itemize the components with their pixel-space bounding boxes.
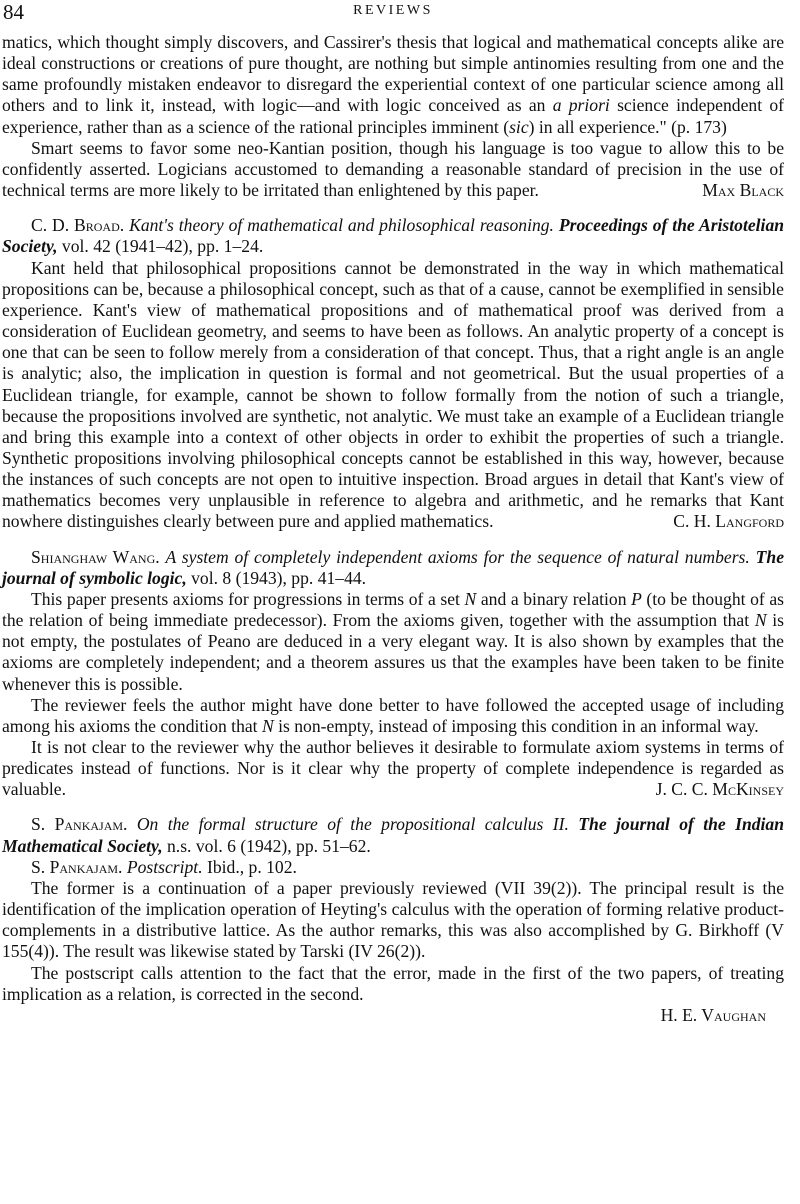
continued-paragraph-2: Smart seems to favor some neo-Kantian position, though his language is too vague to allow this to be confidently asserted. Logicians accustomed to demanding a reasonable standard of precision in the use of technical terms are more likely to be irritated than enlightened by this paper. Max Black [2, 137, 784, 201]
review-citation [2, 215, 784, 257]
review-pankajam [2, 814, 784, 1026]
review-paragraph-1: The former is a continuation of a paper previously reviewed (VII 39(2)). The principal result is the identification of the implication operation of Heyting's calculus with the operation of forming relative product-complements in a distributive lattice. As the author remarks, this was also accomplished by G. Birkhoff (V 155(4)). The result was likewise stated by Tarski (IV 26(2)). [2, 877, 784, 962]
continued-review [2, 32, 784, 201]
review-journal: The journal of the Indian Mathematical Society, [2, 814, 785, 856]
review-paragraph-3: It is not clear to the reviewer why the author believes it desirable to formulate axiom systems in terms of predicates instead of functions. Nor is it clear why the property of complete independence is regarded as valuable. J. C. C. McKinsey [2, 737, 784, 800]
reviewer-signature: C. H. Langford [673, 511, 784, 532]
review-broad [2, 215, 784, 532]
review-details: vol. 42 (1941–42), pp. 1–24. [57, 236, 264, 257]
review-citation-1 [2, 814, 784, 856]
review-author: S. Pankajam. [31, 814, 128, 835]
review-author: Shianghaw Wang. [31, 546, 160, 567]
review-journal: The journal of symbolic logic, [2, 546, 784, 588]
review-title: A system of completely independent axioms for the sequence of natural numbers. [165, 546, 750, 567]
review-details: vol. 8 (1943), pp. 41–44. [186, 567, 367, 588]
review-details: Ibid., p. 102. [202, 856, 297, 877]
review-title: Kant's theory of mathematical and philosophical reasoning. [129, 215, 554, 236]
review-paragraph-1: This paper presents axioms for progressions in terms of a set N and a binary relation P (to be thought of as the relation of being immediate predecessor). From the axioms given, together with the assumption that N is not empty, the postulates of Peano are deduced in a very elegant way. It is also shown by examples that the axioms are completely independent; and a theorem assures us that the examples have been taken to be finite whenever this is possible. [2, 588, 784, 694]
review-wang [2, 547, 784, 801]
page-number: 84 [3, 0, 24, 24]
reviewer-signature: H. E. Vaughan [660, 1004, 766, 1025]
review-body: Kant held that philosophical propositions cannot be demonstrated in the way in which mathematical propositions can be, because a philosophical concept, such as that of a cause, cannot be exemplified in sensible experience. Kant's view of mathematical propositions and of mathematical proof was derived from a consideration of Euclidean geometry, and seems to have been as follows. An analytic property of a concept is one that can be seen to follow merely from a consideration of that concept. Thus, that a right angle is an angle is analytic; also, the implication in question is formal and not geometrical. But the usual properties of a Euclidean triangle, for example, cannot be shown to follow formally from the notion of such a triangle, because the propositions involved are synthetic, not analytic. We must take an example of a Euclidean triangle and bring this example into a context of other objects in order to exhibit the properties of such a triangle. Synthetic propositions involving philosophical concepts cannot be established in this way, however, because the instances of such concepts are not open to intuitive inspection. Broad argues in detail that Kant's view of mathematics becomes very unplausible in reference to algebra and arithmetic, and he remarks that Kant nowhere distinguishes clearly between pure and applied mathematics. C. H. Langford [2, 257, 784, 532]
reviewer-signature: J. C. C. McKinsey [655, 779, 784, 800]
review-details: n.s. vol. 6 (1942), pp. 51–62. [162, 835, 371, 856]
running-head: REVIEWS [353, 3, 433, 18]
review-title: On the formal structure of the propositional calculus II. [136, 814, 569, 835]
review-citation [2, 547, 784, 589]
review-paragraph-2: The reviewer feels the author might have done better to have followed the accepted usage of including among his axioms the condition that N is non-empty, instead of imposing this condition in an informal way. [2, 694, 784, 736]
review-citation-2 [2, 857, 784, 878]
review-title: Postscript. [126, 856, 203, 877]
page-header [2, 0, 784, 32]
reviewer-signature: Max Black [702, 180, 784, 201]
review-journal: Proceedings of the Aristotelian Society, [2, 215, 785, 257]
review-author: C. D. Broad. [31, 215, 125, 236]
review-author: S. Pankajam. [31, 856, 123, 877]
review-paragraph-2: The postscript calls attention to the fact that the error, made in the first of the two papers, of treating implication as a relation, is corrected in the second. [2, 962, 784, 1004]
continued-paragraph-1: matics, which thought simply discovers, and Cassirer's thesis that logical and mathematical concepts alike are ideal constructions or creations of pure thought, are nothing but simple antinomies resulting from one and the same profoundly mistaken endeavor to disregard the experiential context of one particular science among all others and to link it, instead, with logic—and with logic conceived as an a priori science independent of experience, rather than as a science of the rational principles imminent (sic) in all experience." (p. 173) [2, 32, 784, 137]
